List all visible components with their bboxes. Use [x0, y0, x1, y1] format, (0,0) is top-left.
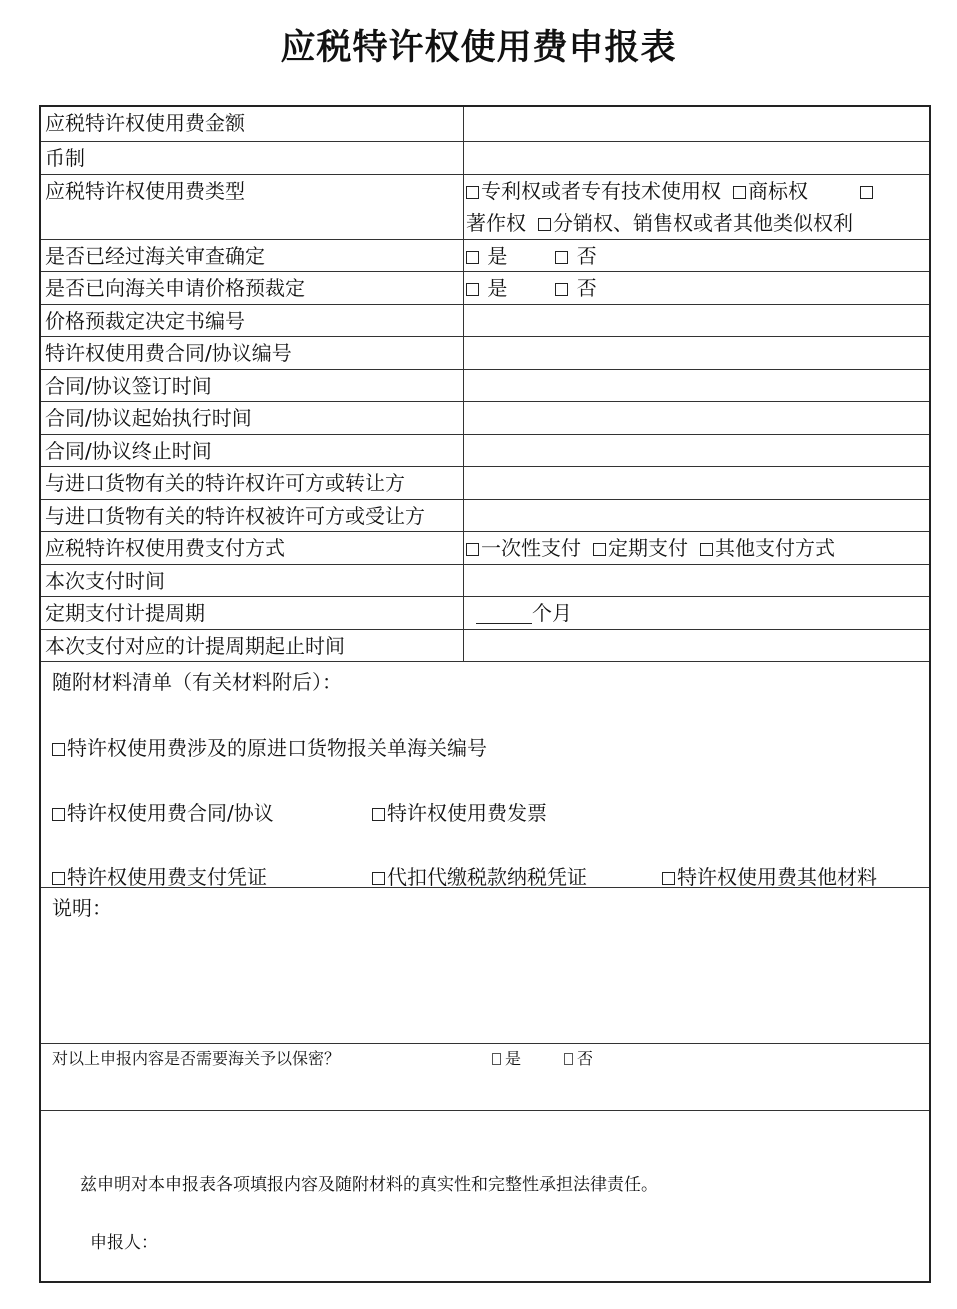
checkbox-icon: [52, 872, 65, 885]
confidential-question: 对以上申报内容是否需要海关予以保密？: [52, 1049, 341, 1068]
row-payment-method: [41, 532, 929, 565]
declaration-section: [41, 1111, 929, 1281]
declaration-form: [39, 105, 931, 1283]
payment-option-other[interactable]: 其他支付方式: [700, 532, 835, 564]
type-option-distribution[interactable]: 分销权、销售权或者其他类似权利: [538, 207, 853, 239]
accrual-period-input[interactable]: [476, 603, 532, 624]
checkbox-icon: [372, 872, 385, 885]
customs-review-no[interactable]: 否: [555, 240, 596, 272]
licensor-field[interactable]: [464, 467, 929, 499]
checkbox-icon: [733, 186, 746, 199]
ruling-number-field[interactable]: [464, 305, 929, 336]
row-amount: [41, 107, 929, 142]
attachment-other[interactable]: 特许权使用费其他材料: [662, 861, 877, 890]
payment-time-label: 本次支付时间: [41, 565, 464, 596]
declarant-label: 申报人：: [90, 1233, 158, 1253]
price-ruling-yes[interactable]: 是: [466, 272, 507, 304]
notes-heading: 说明：: [52, 896, 112, 920]
checkbox-icon: [466, 283, 479, 296]
price-ruling-label: 是否已向海关申请价格预裁定: [41, 272, 464, 304]
licensor-label: 与进口货物有关的特许权许可方或转让方: [41, 467, 464, 499]
row-start-date: [41, 402, 929, 435]
ruling-number-label: 价格预裁定决定书编号: [41, 305, 464, 336]
checkbox-icon: [564, 1053, 573, 1065]
licensee-label: 与进口货物有关的特许权被许可方或受让方: [41, 500, 464, 531]
checkbox-icon: [372, 808, 385, 821]
row-contract-number: [41, 337, 929, 370]
type-option-patent[interactable]: 专利权或者专有技术使用权: [466, 175, 721, 207]
attachment-payment-voucher[interactable]: 特许权使用费支付凭证: [52, 861, 267, 890]
payment-time-field[interactable]: [464, 565, 929, 596]
checkbox-icon: [662, 872, 675, 885]
checkbox-icon: [52, 808, 65, 821]
accrual-period-unit: 个月: [532, 601, 572, 625]
row-accrual-period: [41, 597, 929, 630]
customs-review-yes[interactable]: 是: [466, 240, 507, 272]
attachment-customs-number[interactable]: 特许权使用费涉及的原进口货物报关单海关编号: [52, 732, 487, 761]
attachments-section: [41, 662, 929, 888]
row-sign-date: [41, 370, 929, 402]
contract-number-field[interactable]: [464, 337, 929, 369]
payment-method-label: 应税特许权使用费支付方式: [41, 532, 464, 564]
checkbox-icon: [538, 218, 551, 231]
checkbox-icon: [700, 543, 713, 556]
row-ruling-number: [41, 305, 929, 337]
checkbox-icon: [466, 251, 479, 264]
page-title: 应税特许权使用费申报表: [280, 28, 677, 68]
confidential-no[interactable]: 否: [564, 1046, 593, 1069]
end-date-field[interactable]: [464, 435, 929, 466]
confidential-section: [41, 1044, 929, 1111]
row-type: [41, 175, 929, 240]
declaration-statement: 兹申明对本申报表各项填报内容及随附材料的真实性和完整性承担法律责任。: [80, 1175, 658, 1195]
currency-field[interactable]: [464, 142, 929, 174]
customs-review-options: [464, 240, 929, 271]
row-price-ruling: [41, 272, 929, 305]
contract-number-label: 特许权使用费合同/协议编号: [41, 337, 464, 369]
attachment-invoice[interactable]: 特许权使用费发票: [372, 797, 547, 826]
start-date-label: 合同/协议起始执行时间: [41, 402, 464, 434]
accrual-range-label: 本次支付对应的计提周期起止时间: [41, 630, 464, 661]
price-ruling-options: [464, 272, 929, 304]
checkbox-icon: [555, 251, 568, 264]
accrual-range-field[interactable]: [464, 630, 929, 661]
checkbox-icon: [555, 283, 568, 296]
amount-label: 应税特许权使用费金额: [41, 107, 464, 141]
attachment-tax-voucher[interactable]: 代扣代缴税款纳税凭证: [372, 861, 587, 890]
row-currency: [41, 142, 929, 175]
attachment-contract[interactable]: 特许权使用费合同/协议: [52, 797, 274, 826]
accrual-period-value: [464, 597, 929, 629]
payment-method-options: [464, 532, 929, 564]
type-options: [464, 175, 929, 239]
row-end-date: [41, 435, 929, 467]
type-label: 应税特许权使用费类型: [41, 175, 464, 239]
accrual-period-label: 定期支付计提周期: [41, 597, 464, 629]
notes-field[interactable]: [41, 924, 929, 1043]
row-customs-review: [41, 240, 929, 272]
amount-field[interactable]: [464, 107, 929, 141]
end-date-label: 合同/协议终止时间: [41, 435, 464, 466]
row-payment-time: [41, 565, 929, 597]
attachments-heading: 随附材料清单（有关材料附后）：: [52, 670, 342, 694]
row-licensee: [41, 500, 929, 532]
checkbox-icon: [492, 1053, 501, 1065]
sign-date-label: 合同/协议签订时间: [41, 370, 464, 401]
row-accrual-range: [41, 630, 929, 662]
licensee-field[interactable]: [464, 500, 929, 531]
currency-label: 币制: [41, 142, 464, 174]
row-licensor: [41, 467, 929, 500]
confidential-yes[interactable]: 是: [492, 1046, 521, 1069]
checkbox-icon: [466, 543, 479, 556]
checkbox-icon: [466, 186, 479, 199]
checkbox-icon[interactable]: [860, 186, 873, 199]
type-option-copyright[interactable]: 著作权: [466, 211, 526, 235]
notes-section: [41, 888, 929, 1044]
type-option-trademark[interactable]: 商标权: [733, 175, 808, 207]
payment-option-periodic[interactable]: 定期支付: [593, 532, 688, 564]
customs-review-label: 是否已经过海关审查确定: [41, 240, 464, 271]
payment-option-lump-sum[interactable]: 一次性支付: [466, 532, 581, 564]
checkbox-icon: [593, 543, 606, 556]
sign-date-field[interactable]: [464, 370, 929, 401]
checkbox-icon: [52, 743, 65, 756]
price-ruling-no[interactable]: 否: [555, 272, 596, 304]
start-date-field[interactable]: [464, 402, 929, 434]
